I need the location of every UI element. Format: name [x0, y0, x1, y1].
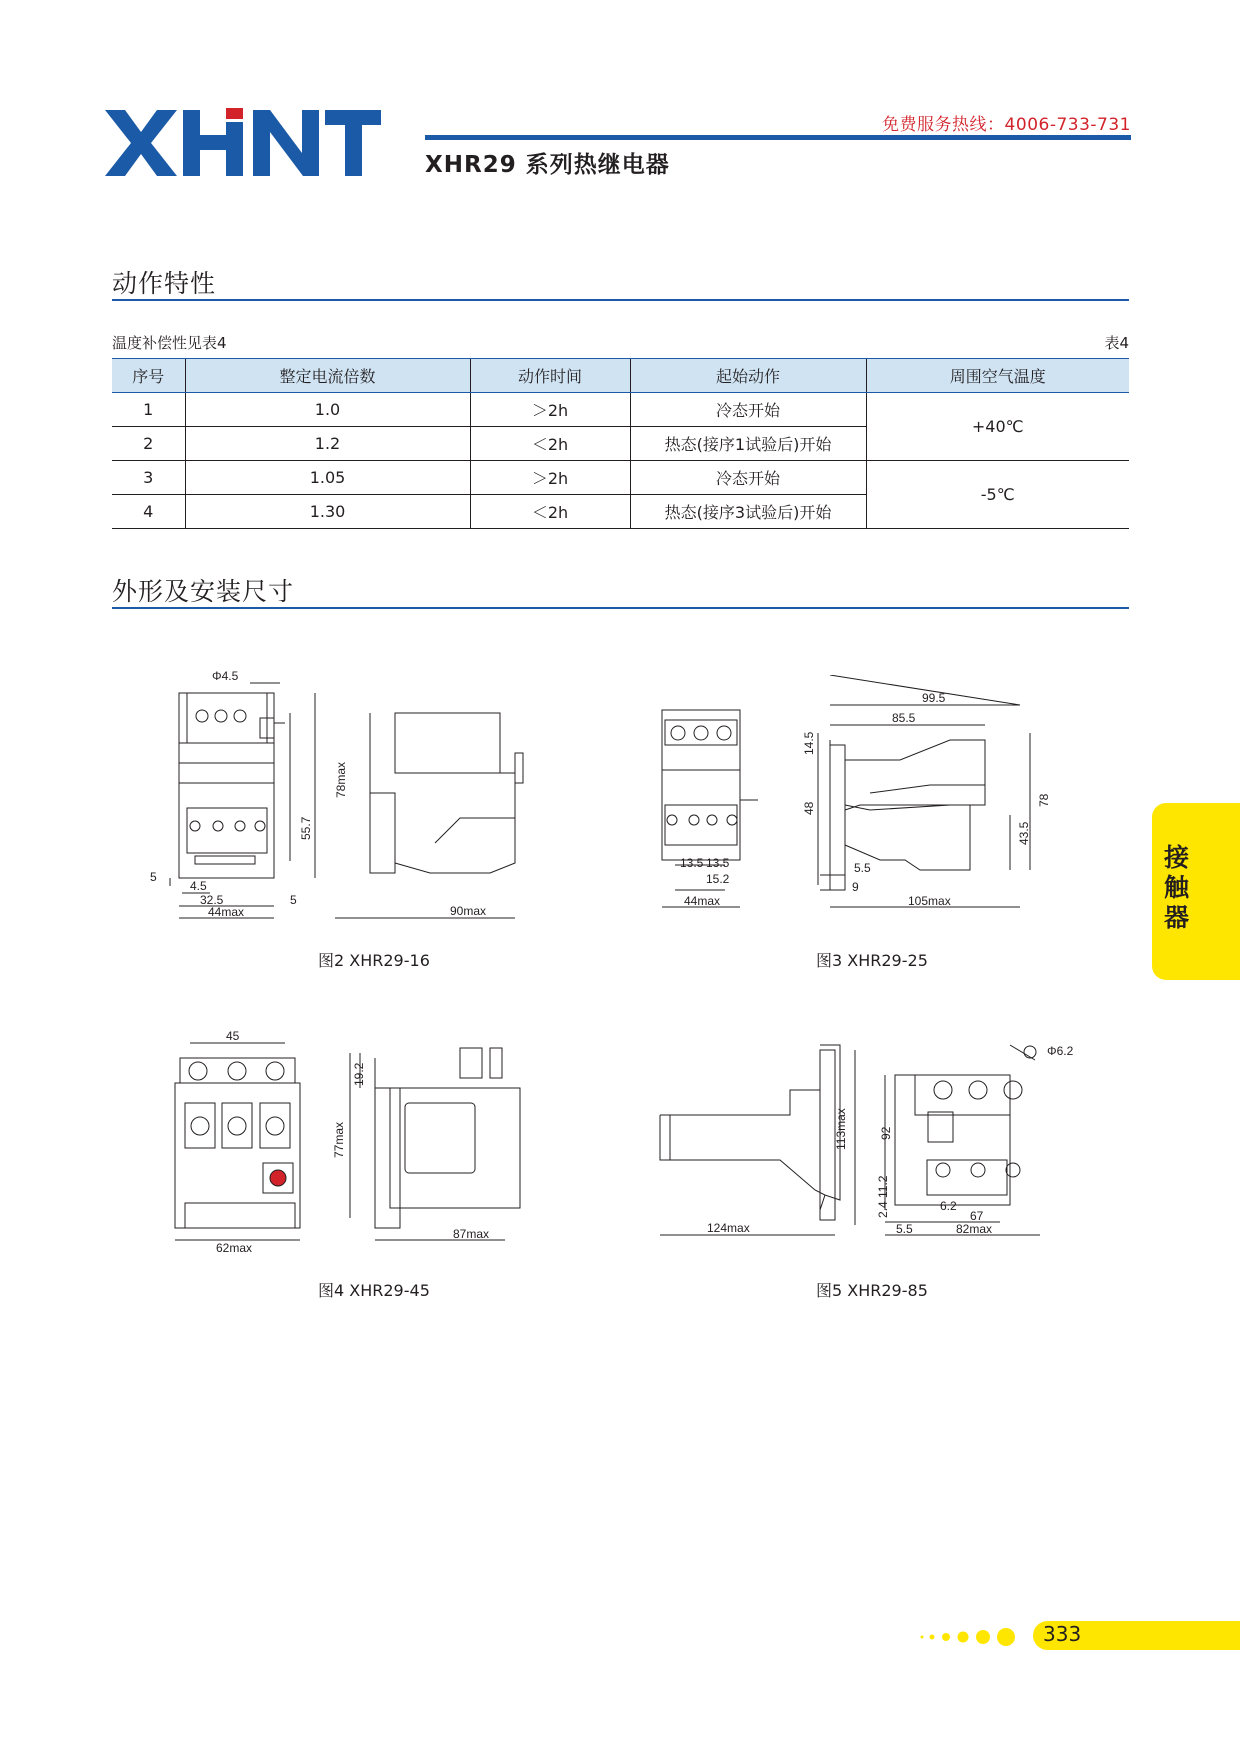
dim-label: 48: [802, 801, 816, 815]
dim-label: 44max: [208, 905, 245, 919]
table-label: 表4: [1104, 334, 1129, 352]
table-note: 温度补偿性见表4: [112, 334, 227, 352]
table-cell: 1.0: [185, 393, 470, 427]
table-cell: 1.05: [185, 461, 470, 495]
dim-label: 105max: [908, 894, 951, 908]
table-cell: 4: [112, 495, 185, 529]
dim-label: 4.5: [190, 879, 207, 893]
table-cell: 热态(接序1试验后)开始: [630, 427, 866, 461]
table-cell: ＞2h: [470, 461, 630, 495]
dim-label: 62max: [216, 1241, 253, 1253]
dim-label: 113max: [834, 1108, 848, 1150]
figure-caption: 图2 XHR29-16: [318, 951, 430, 970]
dim-label: 92: [879, 1126, 893, 1140]
dim-label: 78max: [334, 761, 348, 798]
col-header: 动作时间: [470, 359, 630, 393]
dim-label: 13.5: [706, 856, 730, 870]
dim-label: 78: [1037, 793, 1051, 807]
table-cell: 3: [112, 461, 185, 495]
brand-logo: [103, 108, 383, 178]
table-cell: ＜2h: [470, 495, 630, 529]
dim-label: 99.5: [922, 691, 946, 705]
col-header: 整定电流倍数: [185, 359, 470, 393]
table-cell: 1.30: [185, 495, 470, 529]
characteristics-table: [112, 358, 1129, 529]
table-cell: 1: [112, 393, 185, 427]
dim-label: 6.2: [940, 1199, 957, 1213]
side-tab-label: 接触器: [1164, 843, 1190, 932]
table-cell: 冷态开始: [630, 461, 866, 495]
section-title-characteristics: 动作特性: [112, 269, 217, 298]
dim-label: 77max: [332, 1121, 346, 1158]
table-cell: 热态(接序3试验后)开始: [630, 495, 866, 529]
col-header: 周围空气温度: [866, 359, 1129, 393]
table-cell-temperature: -5℃: [866, 461, 1129, 529]
dim-label: 5: [290, 893, 297, 907]
dim-label: 13.5: [680, 856, 704, 870]
dim-label: 85.5: [892, 711, 916, 725]
figure-caption: 图5 XHR29-85: [816, 1281, 928, 1300]
table-row: [112, 393, 1129, 427]
dim-label: 45: [226, 1029, 240, 1043]
header-rule: [425, 135, 1131, 140]
dim-label: 44max: [684, 894, 721, 908]
section-rule: [112, 607, 1129, 609]
dim-label: 5: [150, 870, 157, 884]
dim-label: 82max: [956, 1222, 993, 1236]
document-title: XHR29 系列热继电器: [425, 152, 670, 178]
section-rule: [112, 299, 1129, 301]
dim-label: 5.5: [896, 1222, 913, 1236]
dim-label: 87max: [453, 1227, 490, 1241]
figure-xhr29-85-drawing: [640, 1040, 1100, 1255]
dim-label: Φ6.2: [1047, 1044, 1074, 1058]
dim-label: 90max: [450, 904, 487, 918]
page-number: 333: [1043, 1622, 1082, 1646]
dim-label: 5.5: [854, 861, 871, 875]
col-header: 序号: [112, 359, 185, 393]
figure-xhr29-16-drawing: [150, 668, 590, 928]
dim-label: 15.2: [706, 872, 730, 886]
dim-label: 2.4: [876, 1201, 890, 1218]
table-row: [112, 461, 1129, 495]
dim-label: 9: [852, 880, 859, 894]
table-cell: ＞2h: [470, 393, 630, 427]
dim-label: 124max: [707, 1221, 750, 1235]
table-cell: 冷态开始: [630, 393, 866, 427]
service-hotline: 免费服务热线：4006-733-731: [882, 115, 1131, 135]
page-dots-icon: [920, 1626, 1030, 1648]
figure-xhr29-45-drawing: [160, 1028, 580, 1253]
figure-caption: 图3 XHR29-25: [816, 951, 928, 970]
figure-xhr29-25-drawing: [650, 675, 1090, 925]
col-header: 起始动作: [630, 359, 866, 393]
table-cell: 2: [112, 427, 185, 461]
section-title-dimensions: 外形及安装尺寸: [112, 577, 295, 606]
table-header-row: [112, 359, 1129, 393]
dim-label: Φ4.5: [212, 669, 239, 683]
dim-label: 32.5: [200, 893, 224, 907]
dim-label: 43.5: [1017, 821, 1031, 845]
table-cell-temperature: +40℃: [866, 393, 1129, 461]
dim-label: 19.2: [352, 1062, 366, 1086]
dim-label: 55.7: [299, 816, 313, 840]
dim-label: 14.5: [802, 731, 816, 755]
table-cell: ＜2h: [470, 427, 630, 461]
dim-label: 11.2: [876, 1175, 890, 1198]
table-cell: 1.2: [185, 427, 470, 461]
dim-label: 67: [970, 1209, 984, 1223]
figure-caption: 图4 XHR29-45: [318, 1281, 430, 1300]
